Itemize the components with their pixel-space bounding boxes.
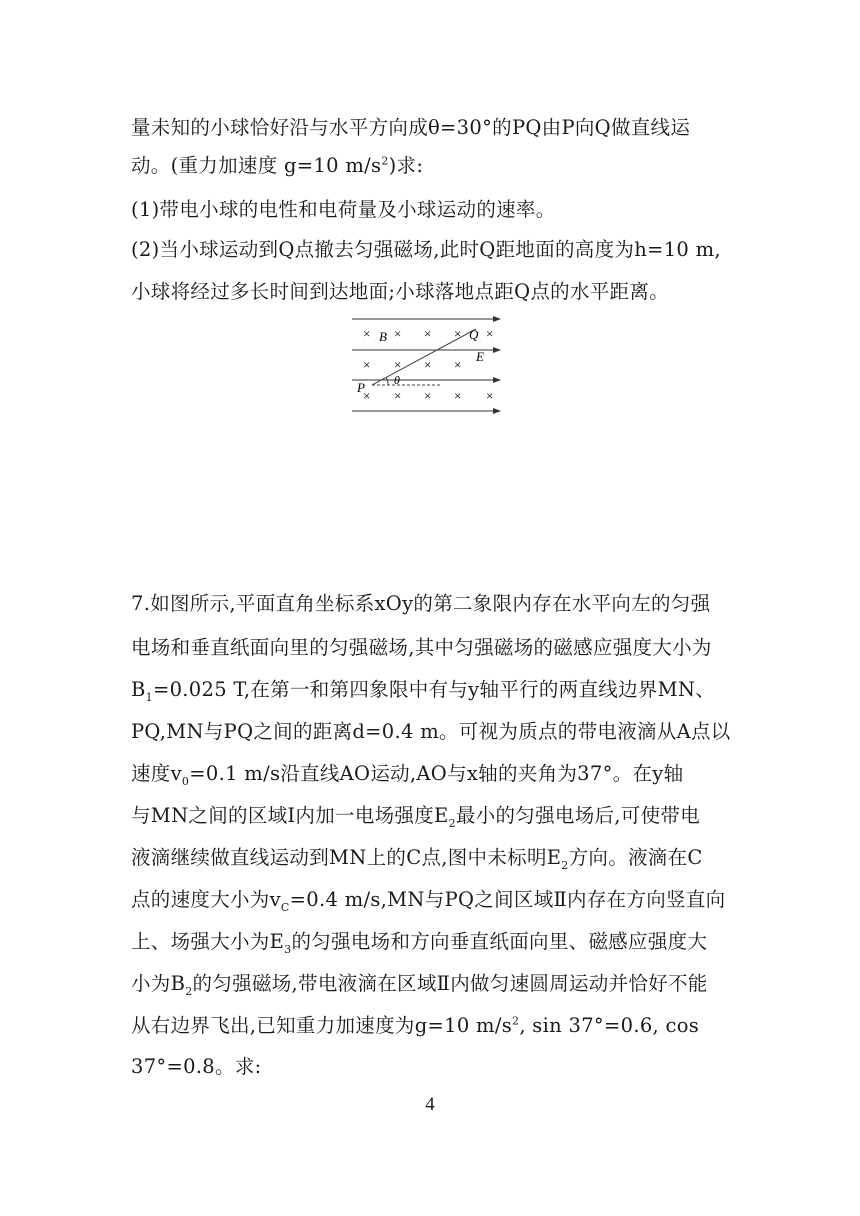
text: 从右边界飞出,已知重力加速度为g=10 m/s	[131, 1014, 512, 1037]
superscript: 2	[512, 1014, 520, 1028]
problem7-line-12: 37°=0.8。求:	[131, 1055, 262, 1078]
problem7-line-6	[131, 804, 700, 830]
subscript: 2	[448, 816, 456, 830]
magnetic-field-cross: ×	[486, 326, 494, 341]
text: 的匀强电场和方向垂直纸面向里、磁感应强度大	[291, 930, 708, 953]
magnetic-field-cross: ×	[363, 326, 371, 341]
subscript: C	[280, 900, 290, 914]
problem6-line-1: 量未知的小球恰好沿与水平方向成θ=30°的PQ由P向Q做直线运	[131, 116, 691, 139]
problem7-line-10	[131, 972, 708, 998]
label-e: E	[476, 349, 484, 364]
label-p: P	[357, 380, 365, 395]
problem7-line-5	[131, 762, 684, 788]
text: 最小的匀强电场后,可使带电	[455, 804, 700, 827]
text: 液滴继续做直线运动到MN上的C点,图中未标明E	[131, 846, 562, 869]
text: 方向。液滴在C	[568, 846, 703, 869]
magnetic-field-cross: ×	[394, 357, 402, 372]
magnetic-field-cross: ×	[363, 388, 371, 403]
problem7-line-4: PQ,MN与PQ之间的距离d=0.4 m。可视为质点的带电液滴从A点以	[131, 720, 731, 743]
magnetic-field-cross: ×	[454, 357, 462, 372]
problem7-line-8	[131, 888, 726, 914]
magnetic-field-cross: ×	[454, 326, 462, 341]
angle-arc	[386, 377, 388, 385]
magnetic-field-cross: ×	[394, 388, 402, 403]
text: =0.1 m/s沿直线AO运动,AO与x轴的夹角为37°。在y轴	[189, 762, 684, 785]
problem7-line-9	[131, 930, 708, 956]
problem6-line-2-text: 动。(重力加速度 g=10 m/s	[131, 154, 382, 177]
text: 点的速度大小为v	[131, 888, 281, 911]
problem6-question-2-line-1: (2)当小球运动到Q点撤去匀强磁场,此时Q距地面的高度为h=10 m,	[131, 238, 721, 261]
magnetic-field-cross: ×	[424, 357, 432, 372]
text: 的匀强磁场,带电液滴在区域Ⅱ内做匀速圆周运动并恰好不能	[192, 972, 708, 995]
problem7-line-11	[131, 1016, 699, 1036]
subscript: 0	[181, 774, 190, 788]
text: 上、场强大小为E	[131, 930, 285, 953]
magnetic-field-cross: ×	[424, 388, 432, 403]
problem7-line-2: 电场和垂直纸面向里的匀强磁场,其中匀强磁场的磁感应强度大小为	[131, 636, 712, 659]
magnetic-field-cross: ×	[486, 388, 494, 403]
text: , sin 37°=0.6, cos	[519, 1014, 700, 1037]
magnetic-field-cross: ×	[424, 326, 432, 341]
magnetic-field-cross: ×	[363, 357, 371, 372]
problem6-question-2-line-2: 小球将经过多长时间到达地面;小球落地点距Q点的水平距离。	[131, 280, 669, 303]
label-b: B	[379, 329, 387, 344]
text: =0.4 m/s,MN与PQ之间区域Ⅱ内存在方向竖直向	[289, 888, 726, 911]
problem6-line-2	[131, 156, 423, 176]
text: =0.025 T,在第一和第四象限中有与y轴平行的两直线边界MN、	[152, 678, 716, 701]
magnetic-field-cross: ×	[454, 388, 462, 403]
magnetic-field-cross: ×	[394, 326, 402, 341]
text: 小为B	[131, 972, 186, 995]
subscript: 1	[145, 690, 153, 704]
subscript: 2	[185, 984, 193, 998]
superscript: 2	[381, 154, 389, 168]
problem6-question-1: (1)带电小球的电性和电荷量及小球运动的速率。	[131, 198, 556, 221]
text: 与MN之间的区域Ⅰ内加一电场强度E	[131, 804, 449, 827]
label-theta: θ	[394, 373, 400, 387]
subscript: 3	[284, 942, 292, 956]
label-q: Q	[469, 327, 479, 342]
field-diagram	[352, 312, 508, 424]
problem7-line-3	[131, 678, 716, 704]
subscript: 2	[561, 858, 569, 872]
problem6-line-2-tail: )求:	[388, 154, 424, 177]
page-number: 4	[425, 1094, 435, 1115]
text: 速度v	[131, 762, 182, 785]
problem7-line-7	[131, 846, 703, 872]
problem7-line-1: 7.如图所示,平面直角坐标系xOy的第二象限内存在水平向左的匀强	[131, 592, 711, 615]
text: B	[131, 678, 146, 701]
